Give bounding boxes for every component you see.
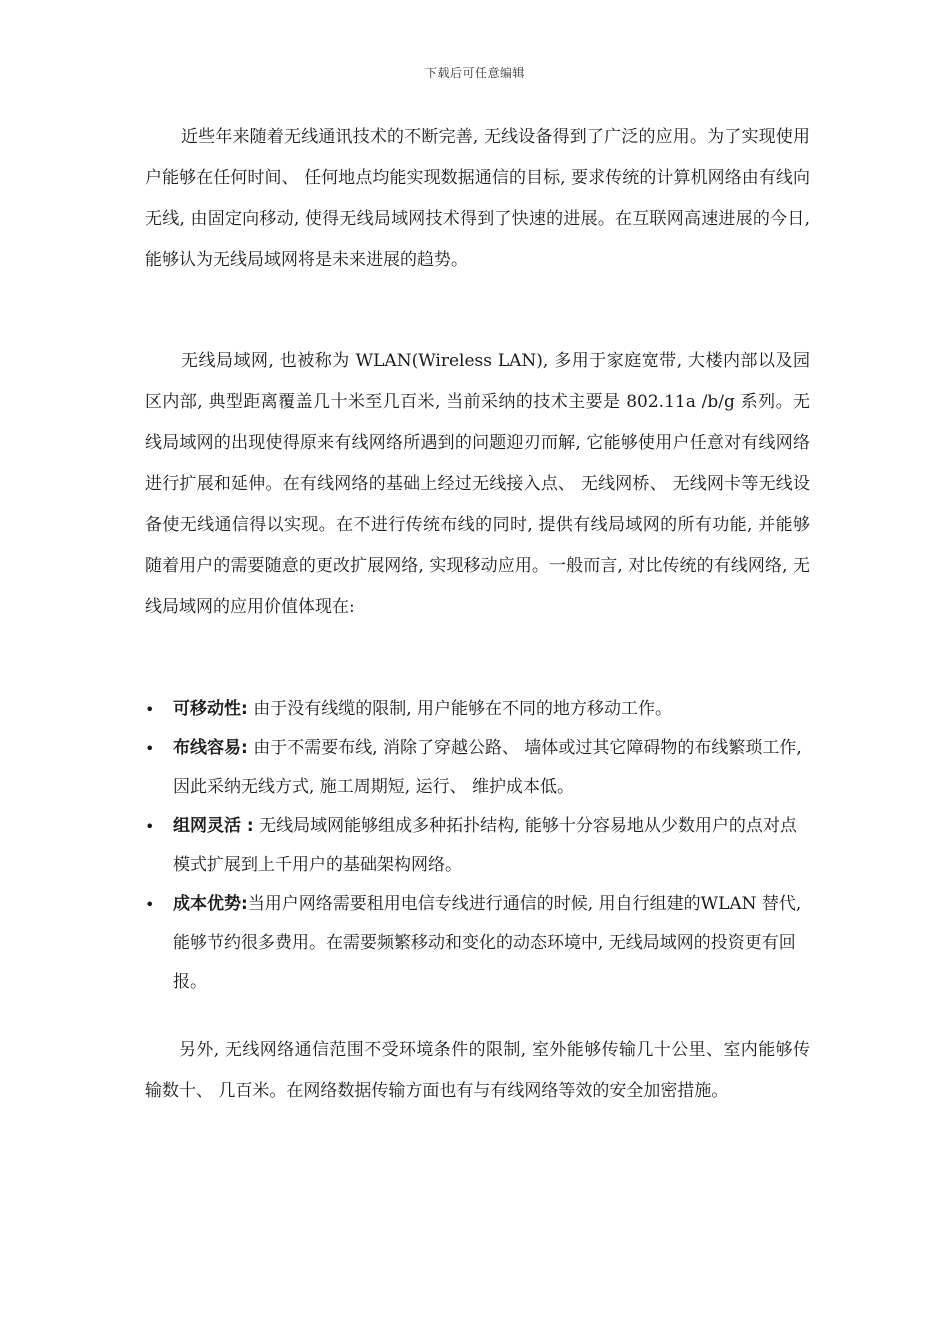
closing-paragraph: 另外, 无线网络通信范围不受环境条件的限制, 室外能够传输几十公里、室内能够传输数十、 几百米。在网络数据传输方面也有与有线网络等效的安全加密措施。: [145, 1040, 810, 1101]
bullet-marker: •: [145, 739, 155, 758]
bullet-term: 成本优势:: [173, 894, 248, 914]
advantages-list: [145, 690, 810, 1002]
page-header: 下载后可任意编辑: [424, 66, 525, 80]
bullet-text: 无线局域网能够组成多种拓扑结构, 能够十分容易地从少数用户的点对点模式扩展到上千用户的基础架构网络。: [173, 816, 797, 875]
bullet-text: 当用户网络需要租用电信专线进行通信的时候, 用自行组建的WLAN 替代, 能够节约很多费用。在需要频繁移动和变化的动态环境中, 无线局域网的投资更有回报。: [173, 894, 802, 992]
list-item: [145, 690, 810, 729]
bullet-marker: •: [145, 895, 155, 914]
intro-paragraph: 近些年来随着无线通讯技术的不断完善, 无线设备得到了广泛的应用。为了实现使用户能够在任何时间、 任何地点均能实现数据通信的目标, 要求传统的计算机网络由有线向无线, 由固定向移动, 使得无线局域网技术得到了快速的进展。在互联网高速进展的今日, 能够认为无线局域网将是未来进展的趋势。: [145, 127, 810, 270]
bullet-text: 由于不需要布线, 消除了穿越公路、 墙体或过其它障碍物的布线繁琐工作, 因此采纳无线方式, 施工周期短, 运行、 维护成本低。: [173, 738, 802, 797]
bullet-marker: •: [145, 817, 155, 836]
bullet-term: 组网灵活 :: [173, 816, 254, 836]
bullet-text: 由于没有线缆的限制, 用户能够在不同的地方移动工作。: [247, 699, 673, 719]
list-item: [145, 807, 810, 885]
list-item: [145, 885, 810, 1002]
bullet-term: 可移动性:: [173, 699, 248, 719]
wlan-paragraph: 无线局域网, 也被称为 WLAN(Wireless LAN), 多用于家庭宽带, 大楼内部以及园区内部, 典型距离覆盖几十米至几百米, 当前采纳的技术主要是 802.11a /b/g 系列。无线局域网的出现使得原来有线网络所遇到的问题迎刃而解, 它能够使用户任意对有线网络进行扩展和延伸。在有线网络的基础上经过无线接入点、 无线网桥、 无线网卡等无线设备使无线通信得以实现。在不进行传统布线的同时, 提供有线局域网的所有功能, 并能够随着用户的需要随意的更改扩展网络, 实现移动应用。一般而言, 对比传统的有线网络, 无线局域网的应用价值体现在:: [145, 351, 810, 617]
bullet-marker: •: [145, 700, 155, 719]
list-item: [145, 729, 810, 807]
bullet-term: 布线容易:: [173, 738, 248, 758]
